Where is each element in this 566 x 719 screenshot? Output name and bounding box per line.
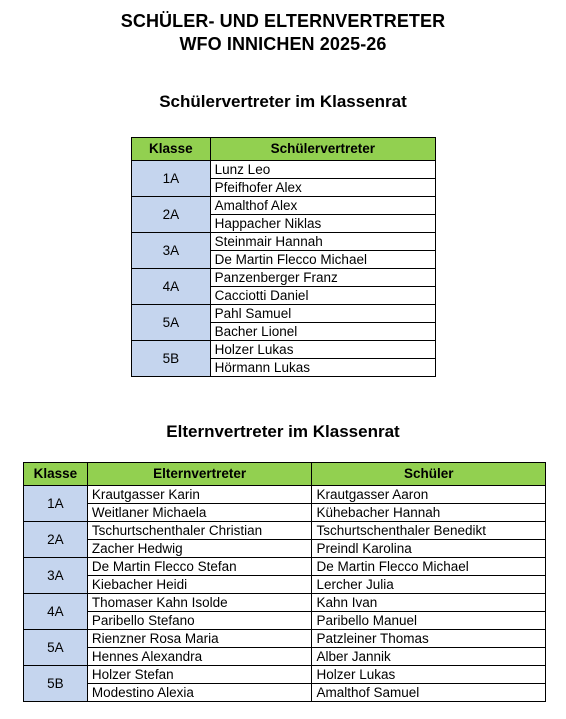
klasse-cell: 3A [132,233,211,269]
table-row [132,269,436,287]
klasse-cell: 2A [24,522,88,558]
student-name: De Martin Flecco Michael [312,558,546,576]
klasse-cell: 5A [132,305,211,341]
student-name: Amalthof Samuel [312,684,546,702]
students-table [131,137,436,377]
student-representative-name: Pfeifhofer Alex [210,179,435,197]
klasse-cell: 4A [132,269,211,305]
parent-representative-name: Holzer Stefan [87,666,312,684]
column-header-klasse: Klasse [24,463,88,486]
student-name: Krautgasser Aaron [312,486,546,504]
student-representative-name: Bacher Lionel [210,323,435,341]
parent-representative-name: Tschurtschenthaler Christian [87,522,312,540]
student-representative-name: Cacciotti Daniel [210,287,435,305]
student-name: Patzleiner Thomas [312,630,546,648]
student-representative-name: Amalthof Alex [210,197,435,215]
document-title-line2: WFO INNICHEN 2025-26 [179,34,387,54]
table-row [24,666,546,684]
table-row [132,161,436,179]
klasse-cell: 4A [24,594,88,630]
table-row [24,630,546,648]
parent-representative-name: Weitlaner Michaela [87,504,312,522]
parent-representative-name: De Martin Flecco Stefan [87,558,312,576]
student-representative-name: Steinmair Hannah [210,233,435,251]
student-representative-name: Panzenberger Franz [210,269,435,287]
parent-representative-name: Hennes Alexandra [87,648,312,666]
student-representative-name: Hörmann Lukas [210,359,435,377]
klasse-cell: 5A [24,630,88,666]
table-row [132,233,436,251]
klasse-cell: 5B [132,341,211,377]
parents-table-header-row [24,463,546,486]
table-row [24,648,546,666]
student-name: Lercher Julia [312,576,546,594]
parents-section-heading: Elternvertreter im Klassenrat [166,422,400,441]
table-row [24,540,546,558]
parents-table [23,462,546,702]
column-header-schuelervertreter: Schülervertreter [210,138,435,161]
klasse-cell: 3A [24,558,88,594]
students-section-heading: Schülervertreter im Klassenrat [159,92,407,111]
table-row [24,576,546,594]
student-representative-name: Pahl Samuel [210,305,435,323]
student-name: Holzer Lukas [312,666,546,684]
parent-representative-name: Zacher Hedwig [87,540,312,558]
parent-representative-name: Thomaser Kahn Isolde [87,594,312,612]
parent-representative-name: Rienzner Rosa Maria [87,630,312,648]
table-row [132,305,436,323]
table-row [24,522,546,540]
student-name: Tschurtschenthaler Benedikt [312,522,546,540]
table-row [24,684,546,702]
column-header-klasse: Klasse [132,138,211,161]
student-name: Alber Jannik [312,648,546,666]
column-header-schueler: Schüler [312,463,546,486]
table-row [24,558,546,576]
student-name: Kühebacher Hannah [312,504,546,522]
parent-representative-name: Krautgasser Karin [87,486,312,504]
document-title-line1: SCHÜLER- UND ELTERNVERTRETER [120,11,446,31]
parent-representative-name: Modestino Alexia [87,684,312,702]
student-representative-name: Holzer Lukas [210,341,435,359]
table-row [132,341,436,359]
student-representative-name: Happacher Niklas [210,215,435,233]
klasse-cell: 5B [24,666,88,702]
parent-representative-name: Kiebacher Heidi [87,576,312,594]
klasse-cell: 1A [24,486,88,522]
student-name: Preindl Karolina [312,540,546,558]
klasse-cell: 2A [132,197,211,233]
table-row [24,594,546,612]
student-representative-name: Lunz Leo [210,161,435,179]
table-row [24,486,546,504]
student-representative-name: De Martin Flecco Michael [210,251,435,269]
table-row [132,197,436,215]
table-row [24,504,546,522]
students-table-header-row [132,138,436,161]
column-header-elternvertreter: Elternvertreter [87,463,312,486]
parent-representative-name: Paribello Stefano [87,612,312,630]
table-row [24,612,546,630]
student-name: Kahn Ivan [312,594,546,612]
klasse-cell: 1A [132,161,211,197]
student-name: Paribello Manuel [312,612,546,630]
